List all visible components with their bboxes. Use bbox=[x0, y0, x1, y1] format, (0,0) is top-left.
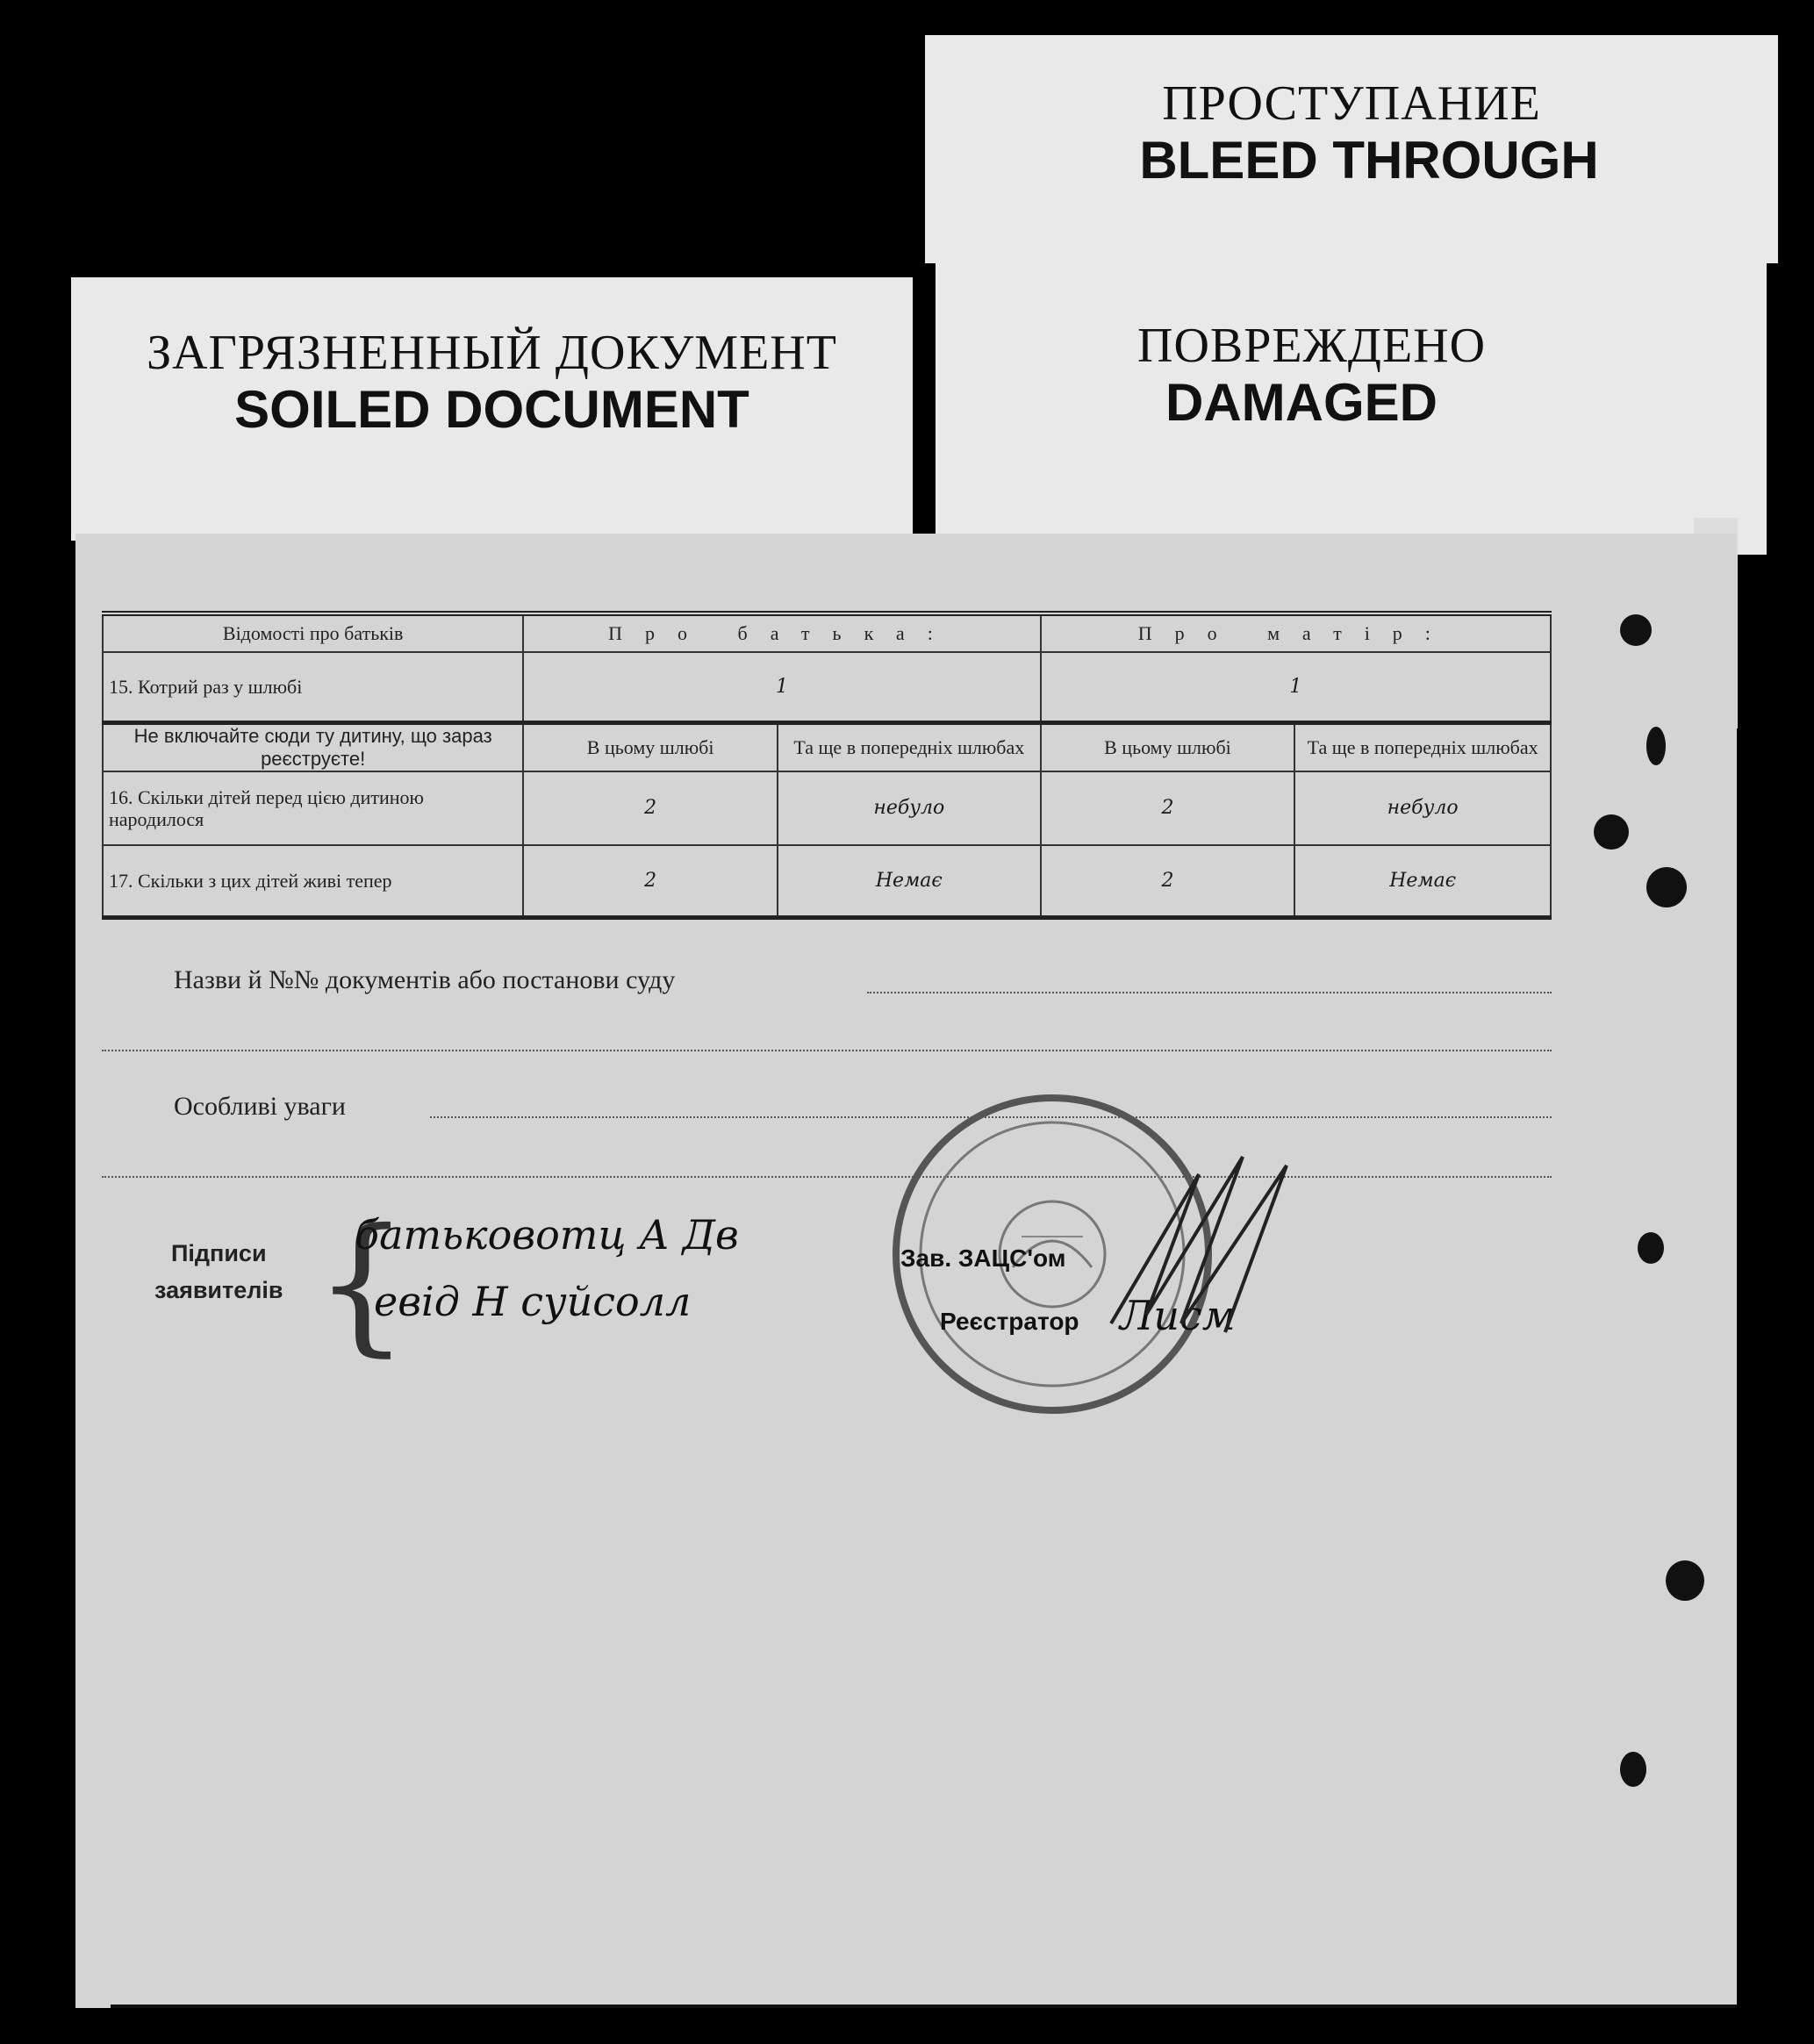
row16-mother-prev: небуло bbox=[1294, 771, 1551, 845]
header-father: Про батька: bbox=[523, 613, 1040, 652]
header-parents-info: Відомості про батьків bbox=[103, 613, 523, 652]
remarks-field-label: Особливі уваги bbox=[174, 1092, 346, 1121]
punch-hole bbox=[1594, 814, 1629, 850]
row16-father-prev: небуло bbox=[778, 771, 1041, 845]
mother-this-marriage-header: В цьому шлюбі bbox=[1041, 722, 1295, 771]
documents-field-line-2 bbox=[102, 1050, 1552, 1051]
row17-mother-this: 2 bbox=[1041, 845, 1295, 917]
row15-label: 15. Котрий раз у шлюбі bbox=[103, 652, 523, 722]
registrar-signature: Лисм bbox=[1120, 1292, 1236, 1339]
header-mother: Про матір: bbox=[1041, 613, 1551, 652]
damaged-ru: ПОВРЕЖДЕНО bbox=[1137, 319, 1487, 373]
document-sheet bbox=[75, 534, 1737, 2008]
documents-field-label: Назви й №№ документів або постанови суду bbox=[174, 965, 676, 994]
row17-father-this: 2 bbox=[523, 845, 778, 917]
applicant-signatures-label bbox=[154, 1236, 283, 1309]
row15-mother-value: 1 bbox=[1041, 652, 1551, 722]
registry-head-label: Зав. ЗАЦС'ом bbox=[900, 1244, 1066, 1272]
sheet-bottom-rule bbox=[111, 2005, 1737, 2008]
signature-brace: { bbox=[314, 1197, 410, 1371]
bleed-through-ru: ПРОСТУПАНИЕ bbox=[1162, 76, 1541, 131]
row17-label: 17. Скільки з цих дітей живі тепер bbox=[103, 845, 523, 917]
row16-label: 16. Скільки дітей перед цією дитиною народилося bbox=[103, 771, 523, 845]
punch-hole bbox=[1646, 867, 1687, 907]
soiled-document-ru: ЗАГРЯЗНЕННЫЙ ДОКУМЕНТ bbox=[147, 326, 837, 380]
row17-mother-prev: Немає bbox=[1294, 845, 1551, 917]
registrar-label: Реєстратор bbox=[940, 1308, 1079, 1335]
father-previous-header: Та ще в попередніх шлюбах bbox=[778, 722, 1041, 771]
soiled-document-card bbox=[71, 277, 913, 541]
head-signature-scribble bbox=[1093, 1139, 1322, 1350]
parents-info-table bbox=[102, 611, 1552, 920]
punch-hole bbox=[1620, 1752, 1646, 1787]
punch-hole bbox=[1620, 614, 1652, 646]
damaged-en: DAMAGED bbox=[1165, 372, 1438, 432]
exclude-note: Не включайте сюди ту дитину, що зараз реєструєте! bbox=[103, 722, 523, 771]
damaged-card bbox=[936, 247, 1767, 555]
remarks-field-line-2 bbox=[102, 1176, 1552, 1178]
applicant-signature-2: евід Н суйсолл bbox=[374, 1278, 692, 1325]
signatures-label-line1: Підписи bbox=[170, 1240, 267, 1266]
bleed-through-en: BLEED THROUGH bbox=[1139, 130, 1599, 190]
applicant-signature-1: батьковотц А Дв bbox=[355, 1211, 739, 1259]
mother-previous-header: Та ще в попередніх шлюбах bbox=[1294, 722, 1551, 771]
signatures-label-line2: заявителів bbox=[154, 1276, 283, 1303]
documents-field-line bbox=[867, 992, 1552, 993]
punch-hole bbox=[1638, 1232, 1664, 1264]
punch-hole bbox=[1646, 727, 1666, 765]
row16-father-this: 2 bbox=[523, 771, 778, 845]
row15-father-value: 1 bbox=[523, 652, 1040, 722]
row16-mother-this: 2 bbox=[1041, 771, 1295, 845]
soiled-document-en: SOILED DOCUMENT bbox=[234, 379, 749, 439]
row17-father-prev: Немає bbox=[778, 845, 1041, 917]
father-this-marriage-header: В цьому шлюбі bbox=[523, 722, 778, 771]
bleed-through-card bbox=[925, 35, 1778, 263]
punch-hole bbox=[1666, 1560, 1704, 1601]
